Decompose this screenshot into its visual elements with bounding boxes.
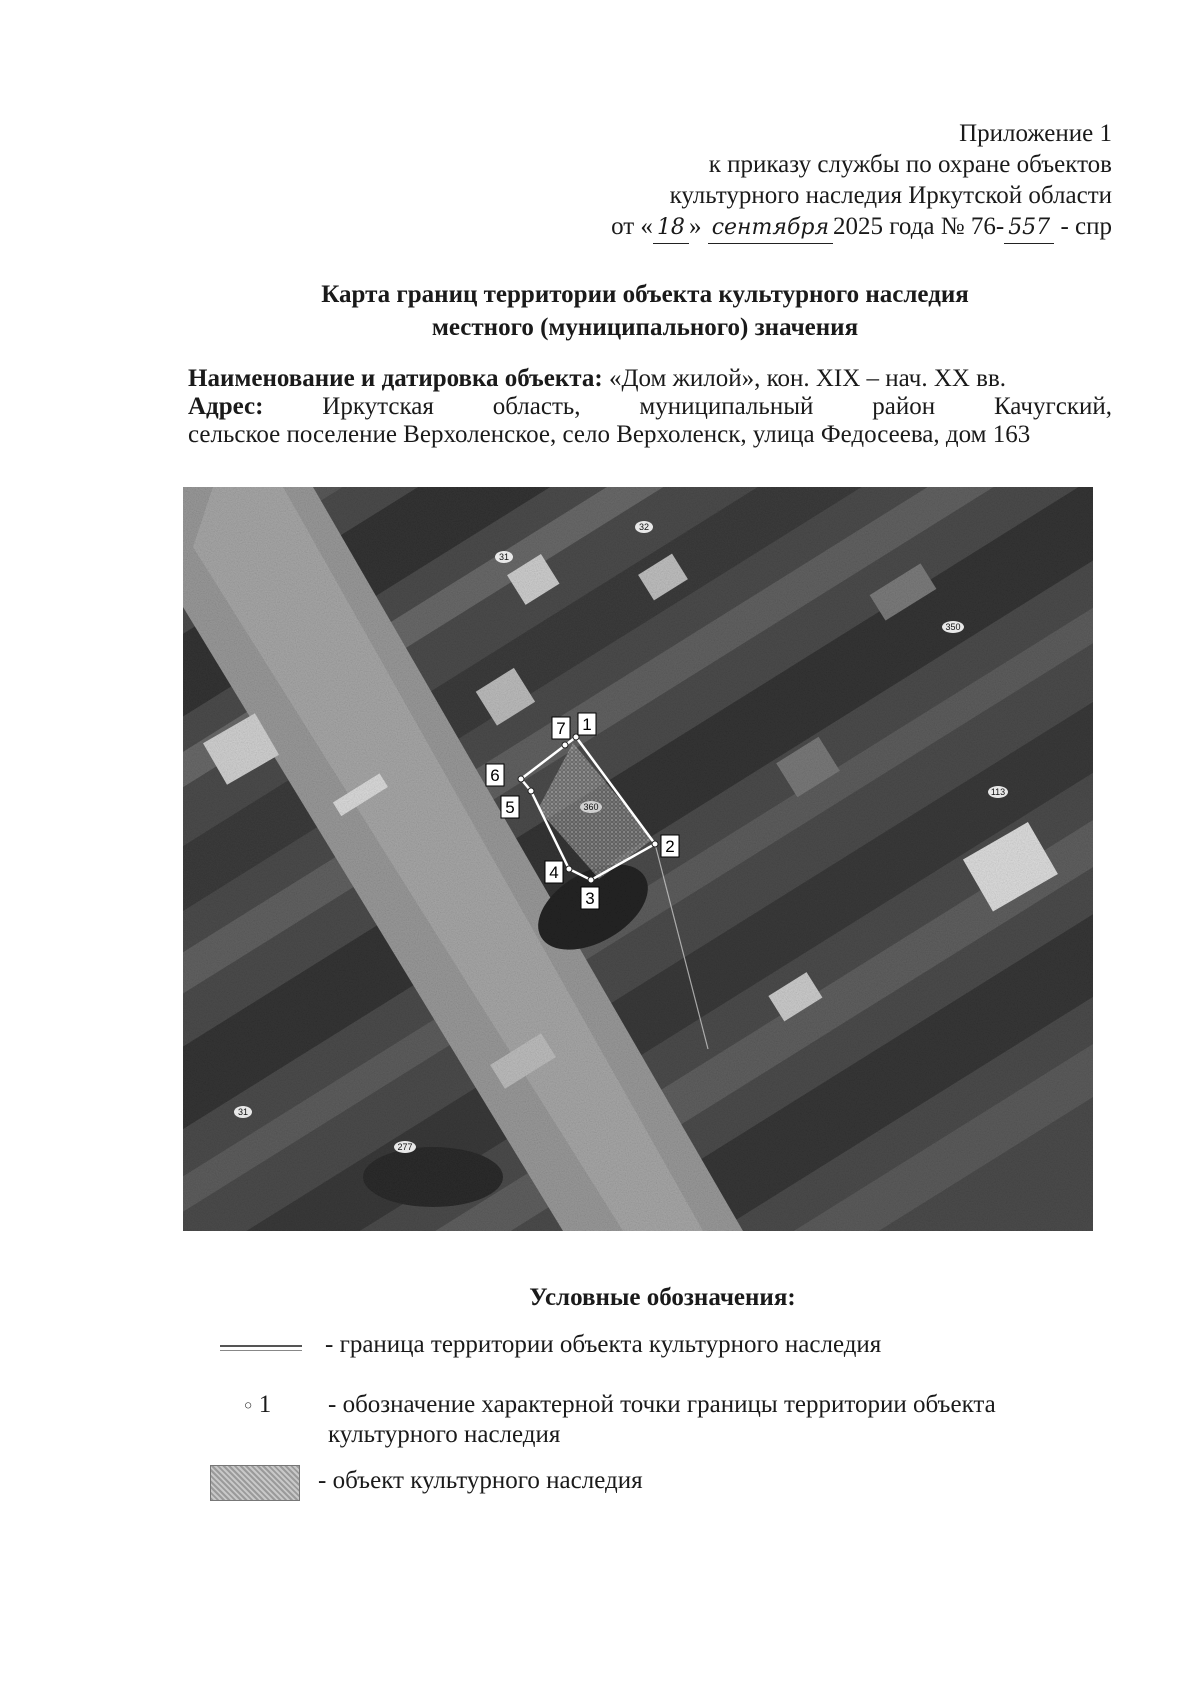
plot-label [635, 521, 653, 533]
boundary-point-6 [518, 776, 524, 782]
point-label-4 [545, 861, 563, 883]
svg-text:5: 5 [505, 798, 515, 817]
address-word: район [872, 393, 936, 420]
boundary-point-4 [566, 866, 572, 872]
aerial-map [183, 487, 1093, 1231]
order-suffix: - спр [1060, 213, 1112, 240]
legend-boundary-text: - граница территории объекта культурного наследия [325, 1331, 882, 1358]
appendix-line-3: культурного наследия Иркутской области [669, 182, 1112, 209]
point-label-2 [661, 835, 679, 857]
svg-text:1: 1 [582, 715, 592, 734]
address-row [188, 393, 1112, 421]
svg-text:277: 277 [397, 1142, 413, 1152]
plot-label [394, 1141, 416, 1153]
document-title [0, 278, 1200, 344]
address-word: Иркутская [322, 393, 434, 420]
title-line-1: Карта границ территории объекта культурного наследия [321, 281, 969, 308]
date-mid: » [688, 213, 702, 240]
svg-text:2: 2 [665, 837, 675, 856]
svg-text:3: 3 [585, 889, 595, 908]
order-number: 557 [1004, 212, 1054, 244]
name-row [188, 365, 1112, 393]
boundary-point-3 [588, 877, 594, 883]
point-label-6 [486, 764, 504, 786]
boundary-point-5 [528, 788, 534, 794]
name-value: «Дом жилой», кон. XIX – нач. XX вв. [608, 365, 1007, 392]
legend-object-text: - объект культурного наследия [318, 1467, 643, 1494]
point-label-3 [581, 887, 599, 909]
point-label-1 [578, 713, 596, 735]
point-symbol-number: 1 [258, 1391, 272, 1418]
plot-label [942, 621, 964, 633]
svg-text:7: 7 [556, 719, 566, 738]
svg-text:4: 4 [549, 863, 559, 882]
boundary-point-2 [652, 841, 658, 847]
date-day: 18 [653, 212, 689, 244]
svg-text:31: 31 [498, 552, 510, 562]
object-info [188, 365, 1112, 449]
svg-text:113: 113 [990, 787, 1006, 797]
svg-text:32: 32 [638, 522, 650, 532]
point-symbol-circle: ○ [244, 1398, 253, 1414]
point-symbol [244, 1390, 271, 1421]
legend-point-text: - обозначение характерной точки границы территории объекта культурного наследия [328, 1391, 996, 1448]
svg-text:350: 350 [945, 622, 961, 632]
name-label: Наименование и датировка объекта: [188, 365, 603, 392]
date-prefix: от « [611, 213, 653, 240]
plot-label [580, 801, 602, 813]
address-word: Качугский, [993, 393, 1112, 420]
boundary-point-7 [562, 742, 568, 748]
boundary-line-symbol [220, 1345, 302, 1351]
appendix-line-1: Приложение 1 [959, 120, 1112, 147]
appendix-line-2: к приказу службы по охране объектов [708, 151, 1112, 178]
point-label-7 [552, 717, 570, 739]
object-hatch-symbol [210, 1465, 300, 1501]
svg-text:360: 360 [583, 802, 599, 812]
address-word: область, [492, 393, 581, 420]
address-line-2: сельское поселение Верхоленское, село Верхоленск, улица Федосеева, дом 163 [188, 421, 1031, 448]
date-year: 2025 года № 76- [833, 213, 1005, 240]
address-word: муниципальный [639, 393, 814, 420]
plot-label [234, 1106, 252, 1118]
appendix-date-line [611, 211, 1112, 244]
date-month: сентября [708, 212, 833, 244]
plot-label [495, 551, 513, 563]
point-label-5 [501, 796, 519, 818]
address-label: Адрес: [188, 393, 264, 420]
title-line-2: местного (муниципального) значения [431, 314, 859, 341]
map-imagery [183, 487, 1093, 1231]
svg-text:31: 31 [237, 1107, 249, 1117]
svg-text:6: 6 [490, 766, 500, 785]
legend-title: Условные обозначения: [529, 1284, 796, 1311]
plot-label [988, 786, 1008, 798]
appendix-header [611, 118, 1112, 244]
